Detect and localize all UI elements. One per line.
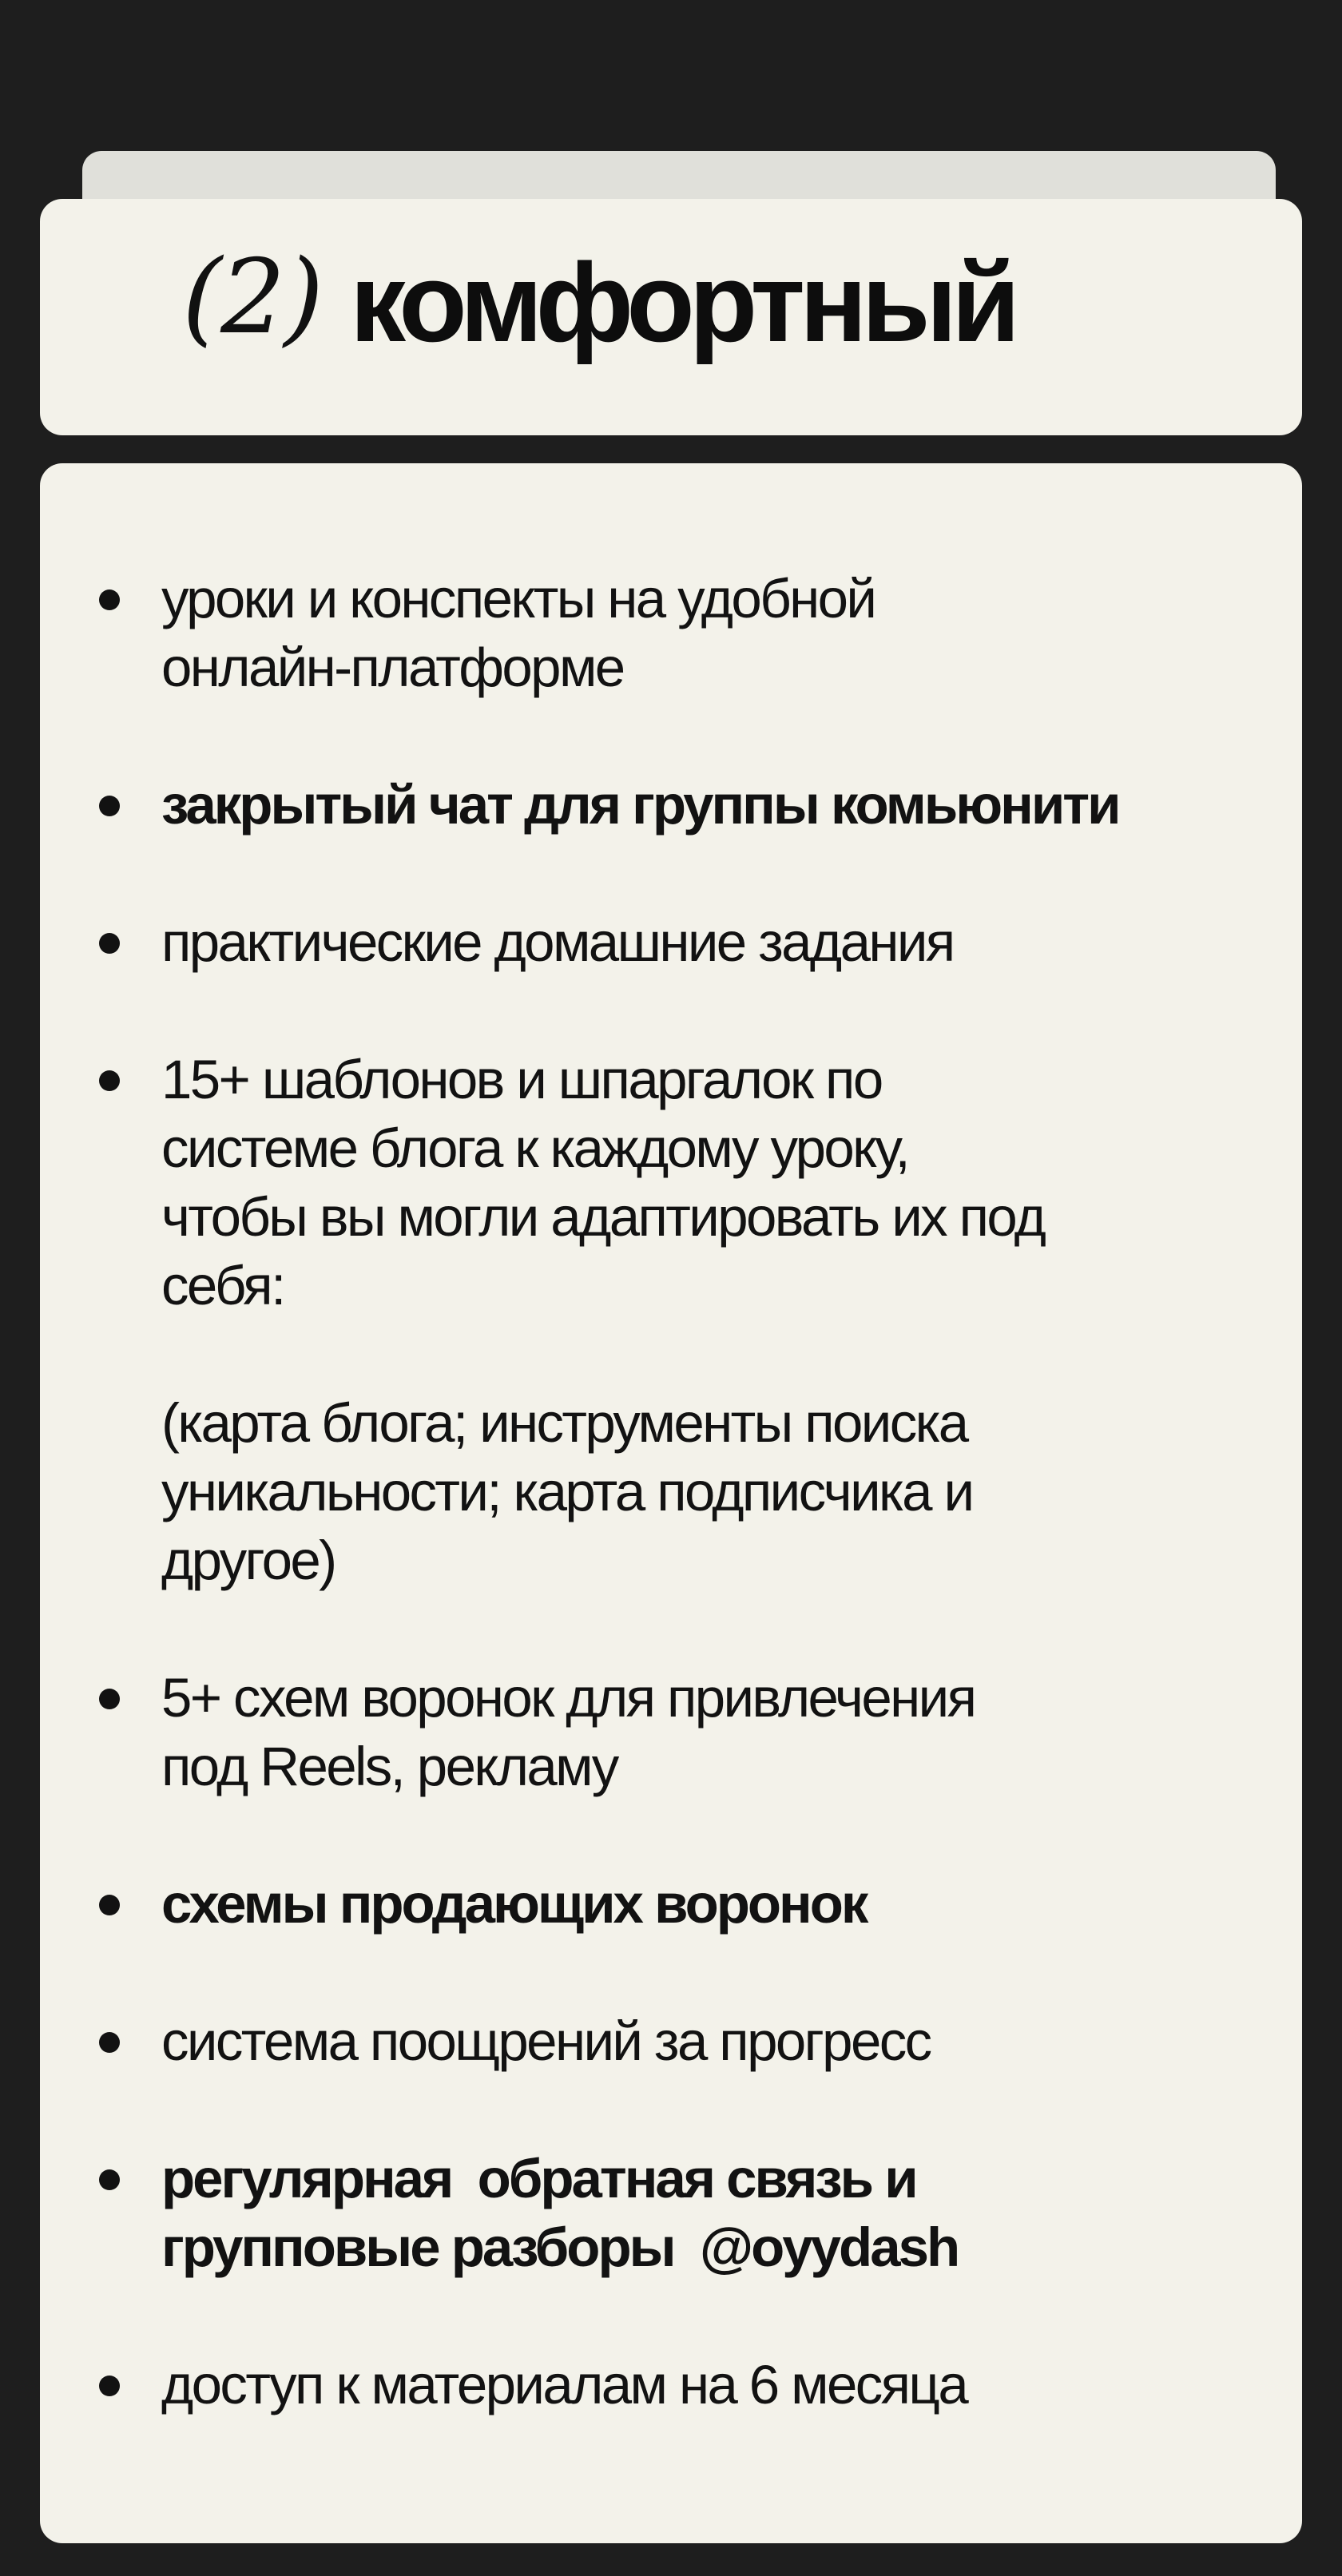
bullet-icon [99,2169,120,2190]
tier-title: комфортный [350,240,1015,365]
feature-item [161,2145,1296,2282]
tier-header-card [40,199,1302,435]
bullet-icon [99,2376,120,2396]
feature-text-line: 5+ схем воронок для привлечения [161,1667,975,1729]
bullet-icon [99,1070,120,1091]
bullet-icon [99,589,120,610]
feature-text-line: групповые разборы @oyydash [161,2217,959,2278]
feature-item [161,908,1296,977]
features-card [40,463,1302,2543]
feature-text-line: регулярная обратная связь и [161,2148,916,2209]
bullet-icon [99,2032,120,2053]
features-list [161,565,1296,2419]
feature-text-line: система поощрений за прогресс [161,2010,931,2072]
feature-text-line: уникальности; карта подписчика и [161,1461,973,1522]
feature-item [161,2007,1296,2076]
feature-text-line: 15+ шаблонов и шпаргалок по [161,1049,882,1110]
feature-item [161,1664,1296,1801]
feature-text-line: практические домашние задания [161,911,954,973]
feature-text-line: онлайн-платформе [161,637,624,698]
feature-text-line: доступ к материалам на 6 месяца [161,2354,967,2415]
feature-text-line [161,1320,1296,1389]
feature-item [161,1870,1296,1939]
feature-text-line: схемы продающих воронок [161,1873,867,1935]
feature-text-line: уроки и конспекты на удобной [161,568,875,629]
feature-text-line: себя: [161,1255,284,1316]
bullet-icon [99,796,120,816]
feature-text-line: чтобы вы могли адаптировать их под [161,1186,1045,1248]
feature-text-line: под Reels, рекламу [161,1736,617,1797]
feature-text-line: закрытый чат для группы комьюнити [161,774,1119,836]
feature-item [161,771,1296,839]
feature-text-line: системе блога к каждому уроку, [161,1117,909,1179]
feature-item [161,1046,1296,1595]
bullet-icon [99,1689,120,1709]
feature-text-line: другое) [161,1530,336,1591]
tier-number: (2) [182,238,323,357]
feature-item [161,2351,1296,2419]
bullet-icon [99,933,120,954]
feature-text-line: (карта блога; инструменты поиска [161,1392,967,1454]
bullet-icon [99,1895,120,1915]
feature-item [161,565,1296,702]
